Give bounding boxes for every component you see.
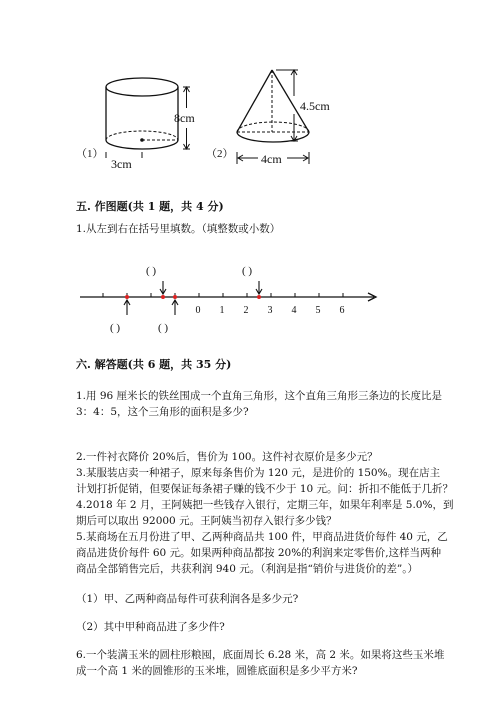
section5-title: 五. 作图题(共 1 题，共 4 分) bbox=[76, 200, 224, 213]
tick-label-6: 6 bbox=[339, 305, 345, 316]
point-a bbox=[125, 295, 129, 299]
fig2-height-label: 4.5cm bbox=[300, 99, 330, 113]
q5-line2: 商品进货价每件 60 元。如果两种商品都按 20%的利润来定零售价,这样当两种 bbox=[76, 547, 442, 559]
tick-label-0: 0 bbox=[195, 305, 201, 316]
q5-line1: 5.某商场在五月份进了甲、乙两种商品共 100 件，甲商品进货价每件 40 元，乙 bbox=[76, 531, 448, 543]
tick-label-5: 5 bbox=[315, 305, 321, 316]
blank-top-2: ( ) bbox=[242, 265, 253, 277]
section5-question1: 1.从左到右在括号里填数。（填整数或小数） bbox=[76, 223, 281, 235]
q4-line2: 期后可以取出 92000 元。王阿姨当初存入银行多少钱？ bbox=[76, 515, 337, 527]
fig2-diameter-label: 4cm bbox=[261, 152, 282, 166]
q4-line1: 4.2018 年 2 月，王阿姨把一些钱存入银行，定期三年，如果年利率是 5.0%，到 bbox=[76, 499, 454, 511]
q3-line1: 3.某服装店卖一种裙子，原来每条售价为 120 元，是进价的 150%。现在店主 bbox=[76, 467, 441, 479]
point-c bbox=[173, 295, 177, 299]
fig1-height-label: 8cm bbox=[174, 111, 195, 125]
section6-title: 六. 解答题(共 6 题，共 35 分) bbox=[76, 358, 232, 371]
q6-line1: 6.一个装满玉米的圆柱形粮囤，底面周长 6.28 米，高 2 米。如果将这些玉米堆 bbox=[76, 649, 445, 661]
point-b bbox=[161, 295, 165, 299]
q5-sub1: （1）甲、乙两种商品每件可获利润各是多少元? bbox=[76, 593, 299, 605]
fig2-label: （2） bbox=[206, 148, 234, 160]
tick-label-4: 4 bbox=[291, 305, 297, 316]
tick-label-2: 2 bbox=[243, 305, 249, 316]
tick-label-1: 1 bbox=[219, 305, 225, 316]
q1-line1: 1.用 96 厘米长的铁丝围成一个直角三角形，这个直角三角形三条边的长度比是 bbox=[76, 390, 443, 402]
blank-bottom-2: ( ) bbox=[158, 322, 169, 334]
cone-figure bbox=[237, 70, 309, 164]
blank-bottom-1: ( ) bbox=[110, 322, 121, 334]
q6-line2: 成一个高 1 米的圆锥形的玉米堆，圆锥底面积是多少平方米? bbox=[76, 665, 358, 677]
fig1-label: （1） bbox=[76, 148, 104, 160]
tick-label-3: 3 bbox=[267, 305, 273, 316]
fig1-radius-label: 3cm bbox=[111, 157, 132, 171]
q3-line2: 计划打折促销，但要保证每条裙子赚的钱不少于 10 元。问：折扣不能低于几折？ bbox=[76, 483, 454, 495]
q5-line3: 商品全部销售完后，共获利润 940 元。（利润是指“销价与进货价的差”。） bbox=[76, 563, 418, 575]
q5-sub2: （2）其中甲种商品进了多少件? bbox=[76, 621, 225, 633]
q1-line2: 3：4：5，这个三角形的面积是多少? bbox=[76, 406, 249, 418]
figures-area bbox=[0, 0, 500, 180]
number-line bbox=[0, 255, 500, 340]
q2-line1: 2.一件衬衣降价 20%后，售价为 100。这件衬衣原价是多少元？ bbox=[76, 451, 378, 463]
point-d bbox=[257, 295, 261, 299]
blank-top-1: ( ) bbox=[146, 265, 157, 277]
